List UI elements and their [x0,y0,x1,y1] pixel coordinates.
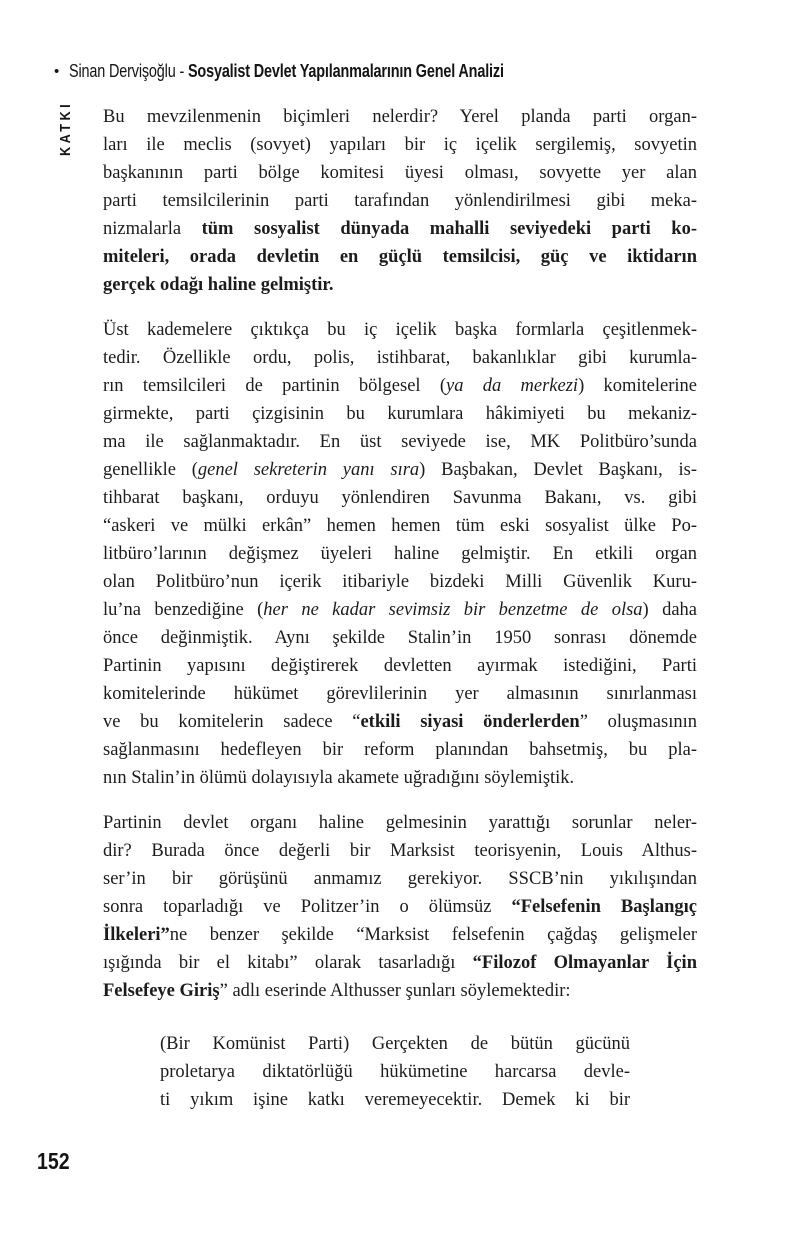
text-line [160,1086,630,1114]
margin-label-vertical: KATKI [57,100,74,156]
text-segment: ya da merkezi [446,376,579,396]
text-segment: genel sekreterin yanı sıra [197,460,420,480]
text-line [103,159,697,187]
text-line [103,624,697,652]
page-number: 152 [37,1148,70,1174]
text-line [103,271,697,299]
text-line [103,400,697,428]
text-segment: ti yıkım işine katkı veremeyecektir. Demek ki bir [160,1090,630,1110]
text-segment: ” adlı eserinde Althusser şunları söylemektedir: [219,981,571,1001]
text-line [103,893,697,921]
text-segment: lu’na benzediğine ( [103,600,264,620]
text-segment: İlkeleri” [103,925,170,945]
text-segment: litbüro’larının değişmez üyeleri haline gelmiştir. En etkili organ [103,544,697,564]
text-segment: miteleri, orada devletin en güçlü temsilcisi, güç ve iktidarın [103,247,697,267]
block-quote [160,1030,630,1114]
text-line [103,809,697,837]
text-segment: girmekte, parti çizgisinin bu kurumlara hâkimiyeti bu mekaniz- [103,404,697,424]
text-segment: ) daha [642,600,697,620]
text-segment: ışığında bir el kitabı” olarak tasarladığı [103,953,473,973]
text-segment: etkili siyasi önderlerden [360,712,580,732]
text-segment: genellikle ( [103,460,198,480]
text-segment: ” oluşmasının [579,712,697,732]
paragraph [103,103,697,299]
text-line [103,977,697,1005]
text-segment: nizmalarla [103,219,202,239]
text-line [103,131,697,159]
text-line [103,428,697,456]
text-segment: Bu mevzilenmenin biçimleri nelerdir? Yerel planda parti organ- [103,107,697,127]
text-segment: Üst kademelere çıktıkça bu iç içelik başka formlarla çeşitlenmek- [103,320,697,340]
text-line [103,736,697,764]
text-line [103,243,697,271]
text-line [103,596,697,624]
text-segment: komitelerinde hükümet görevlilerinin yer almasının sınırlanması [103,684,697,704]
text-segment: ve bu komitelerin sadece “ [103,712,361,732]
text-segment: dir? Burada önce değerli bir Marksist teorisyenin, Louis Althus- [103,841,697,861]
text-line [103,949,697,977]
text-line [103,215,697,243]
text-line [103,456,697,484]
text-line [103,680,697,708]
text-line [160,1030,630,1058]
text-segment: tihbarat başkanı, orduyu yönlendiren Savunma Bakanı, vs. gibi [103,488,697,508]
bullet-icon: • [54,62,60,80]
text-segment: parti temsilcilerinin parti tarafından yönlendirilmesi gibi meka- [103,191,697,211]
text-line [103,540,697,568]
text-segment: ne benzer şekilde “Marksist felsefenin çağdaş gelişmeler [169,925,697,945]
body-text [103,103,697,1114]
text-line [103,344,697,372]
text-segment: tüm sosyalist dünyada mahalli seviyedeki parti ko- [201,219,697,239]
text-line [103,652,697,680]
text-line [103,568,697,596]
text-segment: ser’in bir görüşünü anmamız gerekiyor. SSCB’nin yıkılışından [103,869,697,889]
text-segment: nın Stalin’in ölümü dolayısıyla akamete uğradığını söylemiştik. [103,768,575,788]
text-segment: olan Politbüro’nun içerik itibariyle bizdeki Milli Güvenlik Kuru- [103,572,697,592]
text-line [103,187,697,215]
text-line [103,708,697,736]
text-segment: tedir. Özellikle ordu, polis, istihbarat, bakanlıklar gibi kurumla- [103,348,697,368]
text-line [103,837,697,865]
text-segment: başkanının parti bölge komitesi üyesi olması, sovyette yer alan [103,163,697,183]
text-line [103,103,697,131]
text-line [103,865,697,893]
text-segment: Partinin yapısını değiştirerek devletten ayırmak istediğini, Parti [103,656,697,676]
paragraph [103,316,697,792]
text-segment: “Felsefenin Başlangıç [511,897,697,917]
text-segment: proletarya diktatörlüğü hükümetine harcarsa devle- [160,1062,630,1082]
header-text [69,61,504,81]
text-segment: ma ile sağlanmaktadır. En üst seviyede ise, MK Politbüro’sunda [103,432,697,452]
text-segment: her ne kadar sevimsiz bir benzetme de olsa [263,600,643,620]
text-segment: önce değinmiştik. Aynı şekilde Stalin’in 1950 sonrası dönemde [103,628,697,648]
header-title: Sosyalist Devlet Yapılanmalarının Genel Analizi [188,60,505,81]
text-segment: sağlanmasını hedefleyen bir reform planından bahsetmiş, bu pla- [103,740,697,760]
text-line [103,764,697,792]
text-segment: sonra toparladığı ve Politzer’in o ölümsüz [103,897,512,917]
text-segment: “askeri ve mülki erkân” hemen hemen tüm eski sosyalist ülke Po- [103,516,697,536]
text-segment: ları ile meclis (sovyet) yapıları bir iç içelik sergilemiş, sovyetin [103,135,697,155]
text-segment: rın temsilcileri de partinin bölgesel ( [103,376,446,396]
text-segment: “Filozof Olmayanlar İçin [472,953,697,973]
running-header [54,61,627,81]
paragraph [103,809,697,1005]
text-line [160,1058,630,1086]
text-segment: ) komitelerine [578,376,697,396]
text-segment: (Bir Komünist Parti) Gerçekten de bütün gücünü [160,1034,630,1054]
text-segment: Felsefeye Giriş [103,981,220,1001]
header-author: Sinan Dervişoğlu - [69,60,189,81]
text-segment: Partinin devlet organı haline gelmesinin yarattığı sorunlar neler- [103,813,697,833]
text-segment: gerçek odağı haline gelmiştir. [103,275,334,295]
text-line [103,512,697,540]
text-segment: ) Başbakan, Devlet Başkanı, is- [419,460,697,480]
text-line [103,372,697,400]
text-line [103,316,697,344]
text-line [103,484,697,512]
text-line [103,921,697,949]
